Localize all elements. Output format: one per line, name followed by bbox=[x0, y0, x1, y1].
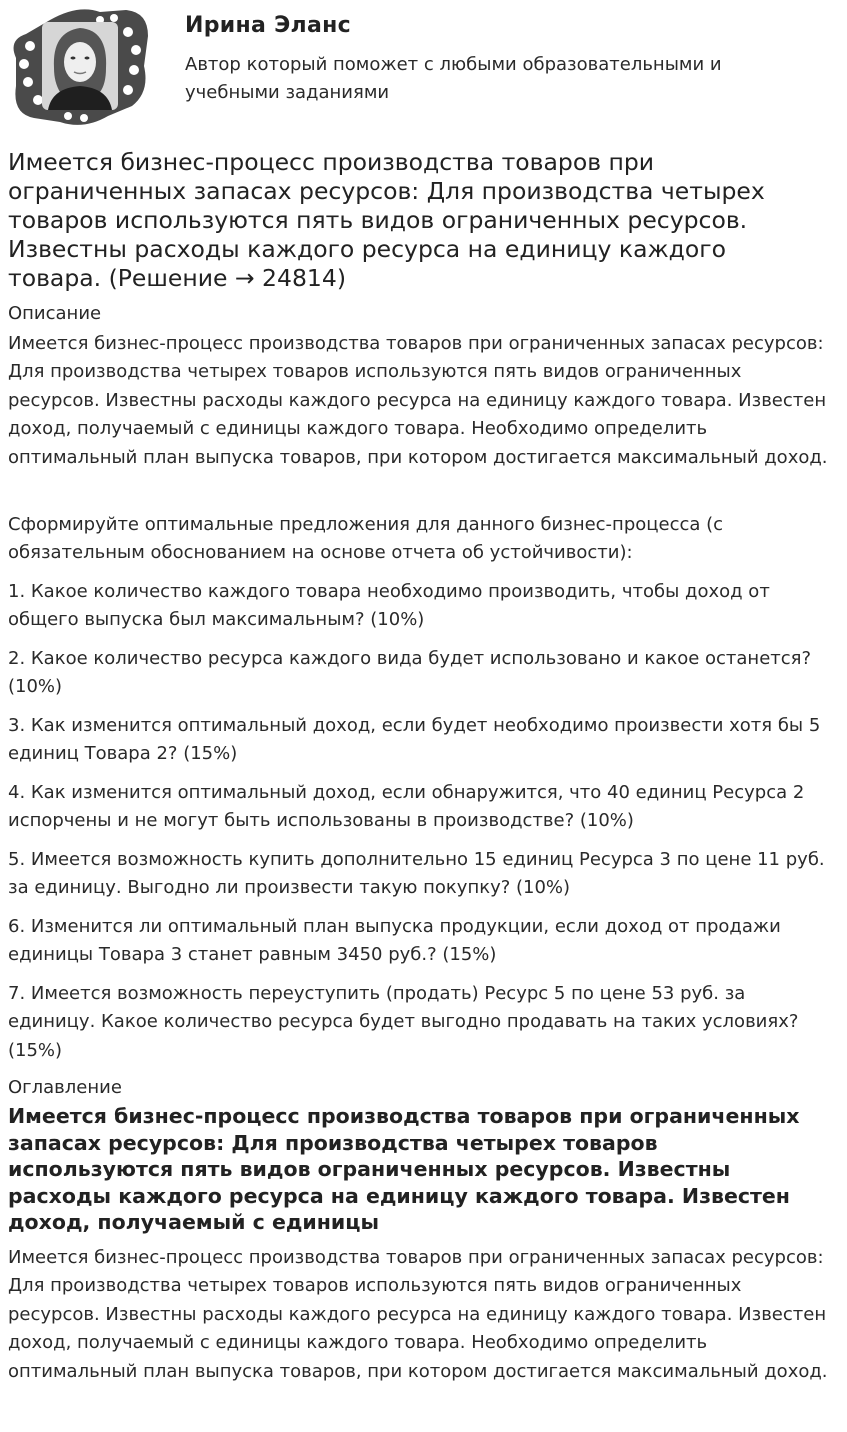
question-item: 3. Как изменится оптимальный доход, если будет необходимо произвести хотя бы 5 единиц Товара 2? (15%) bbox=[8, 715, 821, 765]
question-item: 1. Какое количество каждого товара необходимо производить, чтобы доход от общего выпуска был максимальным? (10%) bbox=[8, 581, 770, 631]
question-item: 4. Как изменится оптимальный доход, если обнаружится, что 40 единиц Ресурса 2 испорчены и не могут быть использованы в производстве? (10%) bbox=[8, 782, 805, 832]
toc-label: Оглавление bbox=[8, 1077, 122, 1098]
toc-text: Имеется бизнес-процесс производства товаров при ограниченных запасах ресурсов: Для производства четырех товаров используются пять видов ограниченных ресурсов. Известны расходы каждого ресурса на единицу каждого товара. Известен доход, получаемый с единицы каждого товара. Необходимо определить оптимальный план выпуска товаров, при котором достигается максимальный доход. bbox=[8, 1247, 828, 1382]
page-title: Имеется бизнес-процесс производства товаров при ограниченных запасах ресурсов: Для производства четырех товаров используются пять видов ограниченных ресурсов. Известны расходы каждого ресурса на единицу каждого товара. (Решение → 24814) bbox=[8, 148, 765, 292]
description-task: Сформируйте оптимальные предложения для данного бизнес-процесса (с обязательным обоснованием на основе отчета об устойчивости): bbox=[8, 514, 724, 564]
question-item: 7. Имеется возможность переуступить (продать) Ресурс 5 по цене 53 руб. за единицу. Какое количество ресурса будет выгодно продавать на таких условиях? (15%) bbox=[8, 983, 799, 1061]
author-description: Автор который поможет с любыми образовательными и учебными заданиями bbox=[185, 54, 722, 103]
question-item: 6. Изменится ли оптимальный план выпуска продукции, если доход от продажи единицы Товара 3 станет равным 3450 руб.? (15%) bbox=[8, 916, 781, 966]
description-intro: Имеется бизнес-процесс производства товаров при ограниченных запасах ресурсов: Для производства четырех товаров используются пять видов ограниченных ресурсов. Известны расходы каждого ресурса на единицу каждого товара. Известен доход, получаемый с единицы каждого товара. Необходимо определить оптимальный план выпуска товаров, при котором достигается максимальный доход. bbox=[8, 333, 828, 468]
question-item: 2. Какое количество ресурса каждого вида будет использовано и какое останется? (10%) bbox=[8, 648, 812, 698]
question-item: 5. Имеется возможность купить дополнительно 15 единиц Ресурса 3 по цене 11 руб. за единицу. Выгодно ли произвести такую покупку? (10%) bbox=[8, 849, 825, 899]
toc-heading[interactable]: Имеется бизнес-процесс производства товаров при ограниченных запасах ресурсов: Для производства четырех товаров используются пять видов ограниченных ресурсов. Известны расходы каждого ресурса на единицу каждого товара. Известен доход, получаемый с единицы bbox=[8, 1104, 800, 1234]
author-card bbox=[8, 6, 838, 128]
author-avatar bbox=[8, 6, 152, 126]
description-label: Описание bbox=[8, 303, 102, 324]
author-name[interactable]: Ирина Эланс bbox=[185, 13, 351, 38]
